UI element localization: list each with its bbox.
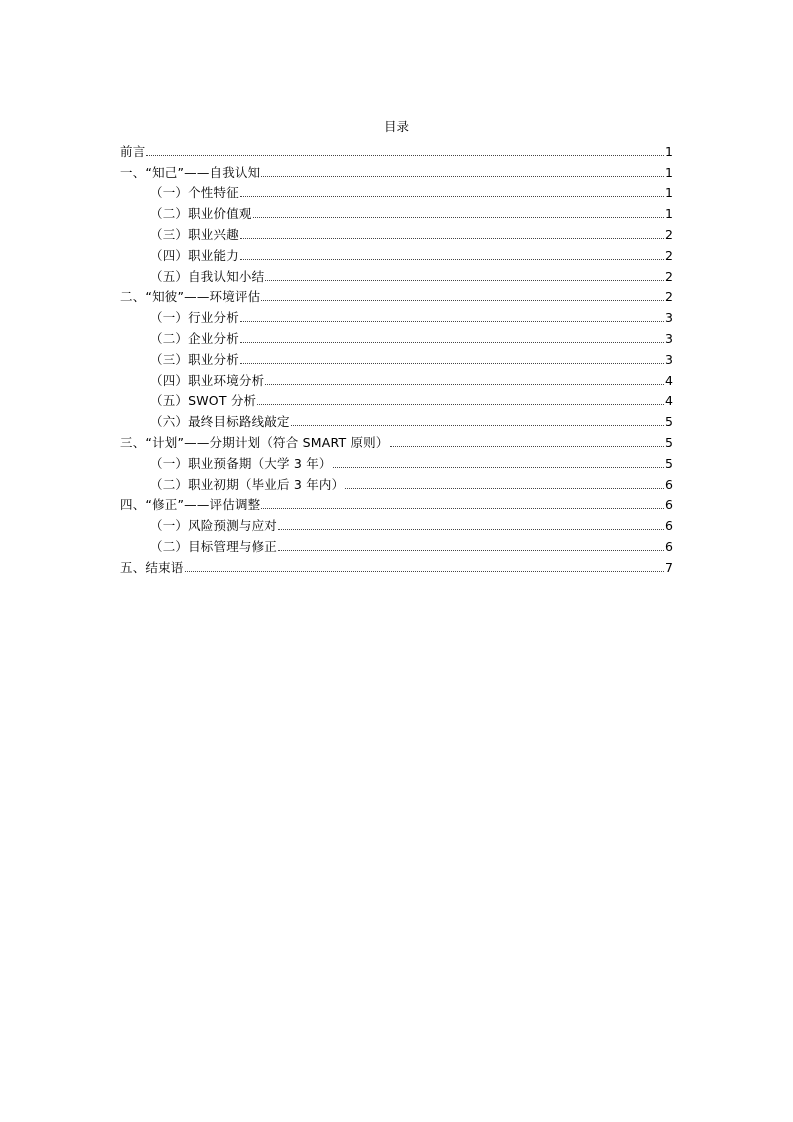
dot-leader	[185, 570, 665, 572]
toc-entry-label: （三）职业分析	[150, 351, 239, 367]
toc-entry-label: （一）个性特征	[150, 185, 239, 201]
toc-entry-label: （六）最终目标路线敲定	[150, 414, 290, 430]
toc-entry-label: （四）职业环境分析	[150, 372, 265, 388]
dot-leader	[261, 507, 664, 509]
toc-entry-page-number: 6	[665, 476, 673, 492]
toc-entry-page-number: 5	[665, 434, 673, 450]
dot-leader	[390, 445, 664, 447]
toc-entry-label: （三）职业兴趣	[150, 226, 239, 242]
toc-entry-label: 四、“修正”——评估调整	[120, 497, 261, 513]
dot-leader	[291, 424, 664, 426]
toc-entry[interactable]	[120, 326, 673, 347]
toc-entry[interactable]	[120, 264, 673, 285]
toc-entry-page-number: 3	[665, 310, 673, 326]
toc-entry[interactable]	[120, 472, 673, 493]
toc-entry-page-number: 6	[665, 538, 673, 554]
toc-entry[interactable]	[120, 285, 673, 306]
toc-entry-page-number: 4	[665, 393, 673, 409]
toc-entry-label: （一）职业预备期（大学 3 年）	[150, 455, 332, 471]
toc-entry[interactable]	[120, 430, 673, 451]
toc-entry-page-number: 2	[665, 226, 673, 242]
toc-entry[interactable]	[120, 222, 673, 243]
toc-entry-page-number: 1	[665, 206, 673, 222]
dot-leader	[240, 320, 664, 322]
dot-leader	[345, 487, 664, 489]
toc-entry[interactable]	[120, 368, 673, 389]
dot-leader	[265, 279, 664, 281]
toc-entry-label: 前言	[120, 143, 146, 159]
toc-entry-page-number: 4	[665, 372, 673, 388]
toc-title: 目录	[383, 119, 409, 134]
dot-leader	[278, 528, 664, 530]
toc-entry-page-number: 3	[665, 351, 673, 367]
toc-entry-page-number: 1	[665, 143, 673, 159]
dot-leader	[261, 299, 664, 301]
dot-leader	[240, 195, 664, 197]
dot-leader	[253, 216, 664, 218]
toc-entry-label: 五、结束语	[120, 559, 184, 575]
dot-leader	[278, 549, 664, 551]
toc-entry-label: （二）企业分析	[150, 330, 239, 346]
toc-entry-page-number: 7	[665, 559, 673, 575]
toc-entry-label: （一）行业分析	[150, 310, 239, 326]
dot-leader	[146, 154, 664, 156]
toc-entry-label: （五）SWOT 分析	[150, 393, 257, 409]
toc-entry[interactable]	[120, 347, 673, 368]
toc-entry[interactable]	[120, 243, 673, 264]
toc-entry-page-number: 5	[665, 414, 673, 430]
toc-entry-page-number: 1	[665, 185, 673, 201]
toc-entry[interactable]	[120, 513, 673, 534]
toc-entry[interactable]	[120, 534, 673, 555]
toc-entry-page-number: 6	[665, 518, 673, 534]
dot-leader	[265, 383, 664, 385]
toc-entry-label: （二）职业价值观	[150, 206, 252, 222]
toc-entry-label: （五）自我认知小结	[150, 268, 265, 284]
toc-entry[interactable]	[120, 139, 673, 160]
dot-leader	[261, 175, 664, 177]
toc-entry[interactable]	[120, 181, 673, 202]
toc-entry[interactable]	[120, 555, 673, 576]
dot-leader	[240, 362, 664, 364]
toc-entry-page-number: 6	[665, 497, 673, 513]
toc-entry-label: （二）职业初期（毕业后 3 年内）	[150, 476, 345, 492]
toc-entry[interactable]	[120, 493, 673, 514]
toc-entry-label: （一）风险预测与应对	[150, 518, 278, 534]
toc-entry[interactable]	[120, 201, 673, 222]
toc-entry-page-number: 3	[665, 330, 673, 346]
toc-entry-page-number: 2	[665, 247, 673, 263]
dot-leader	[333, 466, 664, 468]
toc-entry-page-number: 2	[665, 268, 673, 284]
toc-entry-label: 一、“知己”——自我认知	[120, 164, 261, 180]
dot-leader	[240, 341, 664, 343]
toc-entry[interactable]	[120, 160, 673, 181]
toc-entry[interactable]	[120, 389, 673, 410]
toc-entry-page-number: 5	[665, 455, 673, 471]
toc-entry-page-number: 1	[665, 164, 673, 180]
toc-entry-label: （二）目标管理与修正	[150, 538, 278, 554]
dot-leader	[240, 258, 664, 260]
table-of-contents	[120, 139, 673, 576]
dot-leader	[257, 403, 664, 405]
toc-entry-label: （四）职业能力	[150, 247, 239, 263]
toc-entry[interactable]	[120, 305, 673, 326]
toc-entry[interactable]	[120, 409, 673, 430]
toc-entry-page-number: 2	[665, 289, 673, 305]
toc-entry[interactable]	[120, 451, 673, 472]
toc-entry-label: 三、“计划”——分期计划（符合 SMART 原则）	[120, 434, 389, 450]
dot-leader	[240, 237, 664, 239]
toc-entry-label: 二、“知彼”——环境评估	[120, 289, 261, 305]
